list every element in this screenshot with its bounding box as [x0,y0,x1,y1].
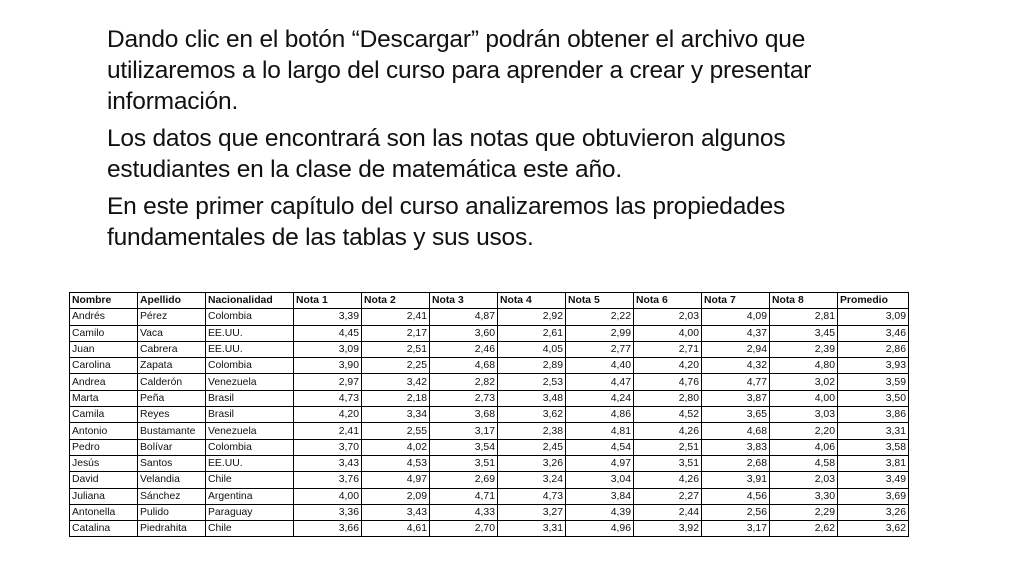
cell-nota-2: 2,17 [362,325,430,341]
table-row [70,423,909,439]
cell-nota-8: 4,80 [770,358,838,374]
cell-nota-3: 3,17 [430,423,498,439]
table-header-row [70,293,909,309]
cell-nota-1: 3,36 [294,504,362,520]
header-apellido: Apellido [138,293,206,309]
cell-nota-4: 4,05 [498,341,566,357]
table-row [70,521,909,537]
cell-apellido: Zapata [138,358,206,374]
slide-text-block [107,24,907,259]
cell-nota-2: 3,43 [362,504,430,520]
cell-nota-6: 4,20 [634,358,702,374]
cell-nota-2: 2,41 [362,309,430,325]
cell-nota-8: 4,06 [770,439,838,455]
cell-apellido: Reyes [138,407,206,423]
cell-nota-6: 2,71 [634,341,702,357]
table-row [70,309,909,325]
cell-nota-3: 3,54 [430,439,498,455]
table-row [70,325,909,341]
cell-nota-6: 4,00 [634,325,702,341]
cell-apellido: Sánchez [138,488,206,504]
cell-nota-4: 3,62 [498,407,566,423]
header-promedio: Promedio [838,293,909,309]
cell-nacionalidad: Argentina [206,488,294,504]
header-nacionalidad: Nacionalidad [206,293,294,309]
cell-nota-5: 3,04 [566,472,634,488]
header-nota-8: Nota 8 [770,293,838,309]
cell-nota-8: 3,45 [770,325,838,341]
cell-nota-8: 4,58 [770,455,838,471]
cell-promedio: 3,50 [838,390,909,406]
cell-nota-6: 2,03 [634,309,702,325]
table-row [70,358,909,374]
cell-nacionalidad: Brasil [206,407,294,423]
cell-nota-7: 4,32 [702,358,770,374]
cell-nacionalidad: Colombia [206,358,294,374]
cell-nacionalidad: Colombia [206,439,294,455]
cell-nota-2: 4,53 [362,455,430,471]
cell-promedio: 3,81 [838,455,909,471]
cell-nombre: Juan [70,341,138,357]
cell-nota-8: 2,03 [770,472,838,488]
cell-nota-5: 4,97 [566,455,634,471]
cell-apellido: Santos [138,455,206,471]
cell-nombre: Carolina [70,358,138,374]
cell-promedio: 3,62 [838,521,909,537]
cell-nota-1: 3,90 [294,358,362,374]
cell-nota-1: 2,97 [294,374,362,390]
cell-nota-6: 2,51 [634,439,702,455]
table-body [70,309,909,537]
cell-nota-3: 4,71 [430,488,498,504]
cell-nacionalidad: EE.UU. [206,455,294,471]
cell-nota-8: 4,00 [770,390,838,406]
header-nota-6: Nota 6 [634,293,702,309]
cell-nota-2: 3,34 [362,407,430,423]
cell-nota-3: 2,73 [430,390,498,406]
cell-nombre: Camilo [70,325,138,341]
cell-nota-2: 4,61 [362,521,430,537]
cell-nombre: David [70,472,138,488]
cell-nota-1: 3,76 [294,472,362,488]
cell-nota-1: 3,70 [294,439,362,455]
header-nota-3: Nota 3 [430,293,498,309]
table-row [70,455,909,471]
cell-nota-8: 3,03 [770,407,838,423]
cell-nota-7: 3,91 [702,472,770,488]
cell-nota-4: 3,31 [498,521,566,537]
cell-nombre: Antonio [70,423,138,439]
cell-nota-7: 3,17 [702,521,770,537]
cell-promedio: 3,31 [838,423,909,439]
cell-nota-6: 3,51 [634,455,702,471]
cell-nota-2: 4,97 [362,472,430,488]
cell-nombre: Andrés [70,309,138,325]
cell-nota-8: 2,20 [770,423,838,439]
cell-nota-4: 2,45 [498,439,566,455]
cell-nota-3: 4,68 [430,358,498,374]
cell-nota-6: 4,52 [634,407,702,423]
cell-nota-1: 4,00 [294,488,362,504]
cell-nota-4: 4,73 [498,488,566,504]
cell-apellido: Piedrahita [138,521,206,537]
cell-nombre: Pedro [70,439,138,455]
cell-nota-5: 4,47 [566,374,634,390]
cell-nacionalidad: EE.UU. [206,325,294,341]
cell-nombre: Andrea [70,374,138,390]
cell-nota-8: 3,30 [770,488,838,504]
cell-nota-7: 4,09 [702,309,770,325]
cell-nombre: Juliana [70,488,138,504]
cell-nota-6: 4,76 [634,374,702,390]
cell-apellido: Bolívar [138,439,206,455]
header-nombre: Nombre [70,293,138,309]
cell-promedio: 3,86 [838,407,909,423]
cell-apellido: Calderón [138,374,206,390]
cell-nota-2: 2,09 [362,488,430,504]
table-row [70,341,909,357]
intro-paragraph-data: Los datos que encontrará son las notas que obtuvieron algunos estudiantes en la clase de matemática este año. [107,125,786,183]
cell-promedio: 3,69 [838,488,909,504]
cell-promedio: 3,58 [838,439,909,455]
cell-apellido: Pérez [138,309,206,325]
cell-nacionalidad: Venezuela [206,374,294,390]
header-nota-1: Nota 1 [294,293,362,309]
cell-nota-6: 2,80 [634,390,702,406]
cell-apellido: Cabrera [138,341,206,357]
cell-apellido: Vaca [138,325,206,341]
cell-nota-7: 2,94 [702,341,770,357]
cell-nota-5: 4,81 [566,423,634,439]
table-row [70,374,909,390]
cell-nota-4: 2,53 [498,374,566,390]
cell-nota-8: 3,02 [770,374,838,390]
cell-nota-6: 2,27 [634,488,702,504]
intro-paragraph-download: Dando clic en el botón “Descargar” podrán obtener el archivo que utilizaremos a lo largo del curso para aprender a crear y presentar información. [107,26,812,115]
cell-nota-2: 2,51 [362,341,430,357]
cell-nota-2: 2,18 [362,390,430,406]
cell-nota-5: 4,96 [566,521,634,537]
cell-nota-5: 4,40 [566,358,634,374]
cell-nacionalidad: Chile [206,521,294,537]
cell-nota-6: 4,26 [634,423,702,439]
cell-nota-6: 4,26 [634,472,702,488]
header-nota-7: Nota 7 [702,293,770,309]
cell-promedio: 3,09 [838,309,909,325]
cell-nota-7: 4,68 [702,423,770,439]
cell-nota-6: 2,44 [634,504,702,520]
cell-nota-3: 2,70 [430,521,498,537]
cell-nacionalidad: Venezuela [206,423,294,439]
cell-nota-1: 4,73 [294,390,362,406]
cell-apellido: Velandia [138,472,206,488]
cell-nota-5: 4,24 [566,390,634,406]
cell-nota-1: 3,43 [294,455,362,471]
table-row [70,472,909,488]
cell-nota-3: 2,82 [430,374,498,390]
cell-nota-7: 4,77 [702,374,770,390]
cell-nota-5: 4,54 [566,439,634,455]
cell-nota-5: 3,84 [566,488,634,504]
cell-nota-1: 3,66 [294,521,362,537]
header-nota-5: Nota 5 [566,293,634,309]
cell-nota-7: 2,56 [702,504,770,520]
cell-nota-5: 4,39 [566,504,634,520]
grades-table [69,292,909,537]
table-row [70,407,909,423]
cell-nota-4: 2,38 [498,423,566,439]
cell-nota-5: 2,99 [566,325,634,341]
cell-nota-4: 2,61 [498,325,566,341]
table-row [70,504,909,520]
cell-nota-4: 2,89 [498,358,566,374]
cell-nacionalidad: EE.UU. [206,341,294,357]
cell-nota-5: 2,22 [566,309,634,325]
cell-nacionalidad: Paraguay [206,504,294,520]
cell-promedio: 3,26 [838,504,909,520]
cell-nombre: Jesús [70,455,138,471]
cell-nota-1: 2,41 [294,423,362,439]
cell-nota-1: 3,39 [294,309,362,325]
cell-nota-7: 4,56 [702,488,770,504]
cell-nota-4: 3,24 [498,472,566,488]
cell-promedio: 3,93 [838,358,909,374]
cell-nota-1: 3,09 [294,341,362,357]
cell-apellido: Pulido [138,504,206,520]
cell-nota-7: 3,65 [702,407,770,423]
cell-promedio: 3,46 [838,325,909,341]
cell-promedio: 3,49 [838,472,909,488]
cell-nota-4: 3,48 [498,390,566,406]
cell-nota-2: 4,02 [362,439,430,455]
header-nota-2: Nota 2 [362,293,430,309]
cell-apellido: Peña [138,390,206,406]
cell-nota-2: 2,55 [362,423,430,439]
cell-nota-4: 3,26 [498,455,566,471]
cell-nota-7: 3,83 [702,439,770,455]
cell-nota-3: 2,46 [430,341,498,357]
cell-nota-3: 3,68 [430,407,498,423]
cell-apellido: Bustamante [138,423,206,439]
intro-paragraph-chapter: En este primer capítulo del curso analizaremos las propiedades fundamentales de las tablas y sus usos. [107,193,786,251]
cell-nota-3: 4,87 [430,309,498,325]
cell-promedio: 3,59 [838,374,909,390]
table-row [70,488,909,504]
cell-nota-1: 4,20 [294,407,362,423]
cell-nota-5: 2,77 [566,341,634,357]
cell-nota-7: 2,68 [702,455,770,471]
cell-nota-3: 3,60 [430,325,498,341]
cell-nacionalidad: Colombia [206,309,294,325]
cell-nacionalidad: Brasil [206,390,294,406]
cell-nombre: Marta [70,390,138,406]
cell-nota-4: 2,92 [498,309,566,325]
cell-nota-8: 2,29 [770,504,838,520]
cell-nota-7: 4,37 [702,325,770,341]
cell-nombre: Catalina [70,521,138,537]
cell-nombre: Antonella [70,504,138,520]
cell-nota-3: 3,51 [430,455,498,471]
cell-nota-8: 2,81 [770,309,838,325]
cell-nombre: Camila [70,407,138,423]
cell-nota-2: 3,42 [362,374,430,390]
cell-nota-8: 2,62 [770,521,838,537]
header-nota-4: Nota 4 [498,293,566,309]
cell-nota-7: 3,87 [702,390,770,406]
cell-nacionalidad: Chile [206,472,294,488]
cell-nota-3: 4,33 [430,504,498,520]
cell-nota-1: 4,45 [294,325,362,341]
table-row [70,390,909,406]
cell-nota-8: 2,39 [770,341,838,357]
cell-nota-5: 4,86 [566,407,634,423]
cell-promedio: 2,86 [838,341,909,357]
cell-nota-2: 2,25 [362,358,430,374]
cell-nota-3: 2,69 [430,472,498,488]
cell-nota-4: 3,27 [498,504,566,520]
table-row [70,439,909,455]
cell-nota-6: 3,92 [634,521,702,537]
